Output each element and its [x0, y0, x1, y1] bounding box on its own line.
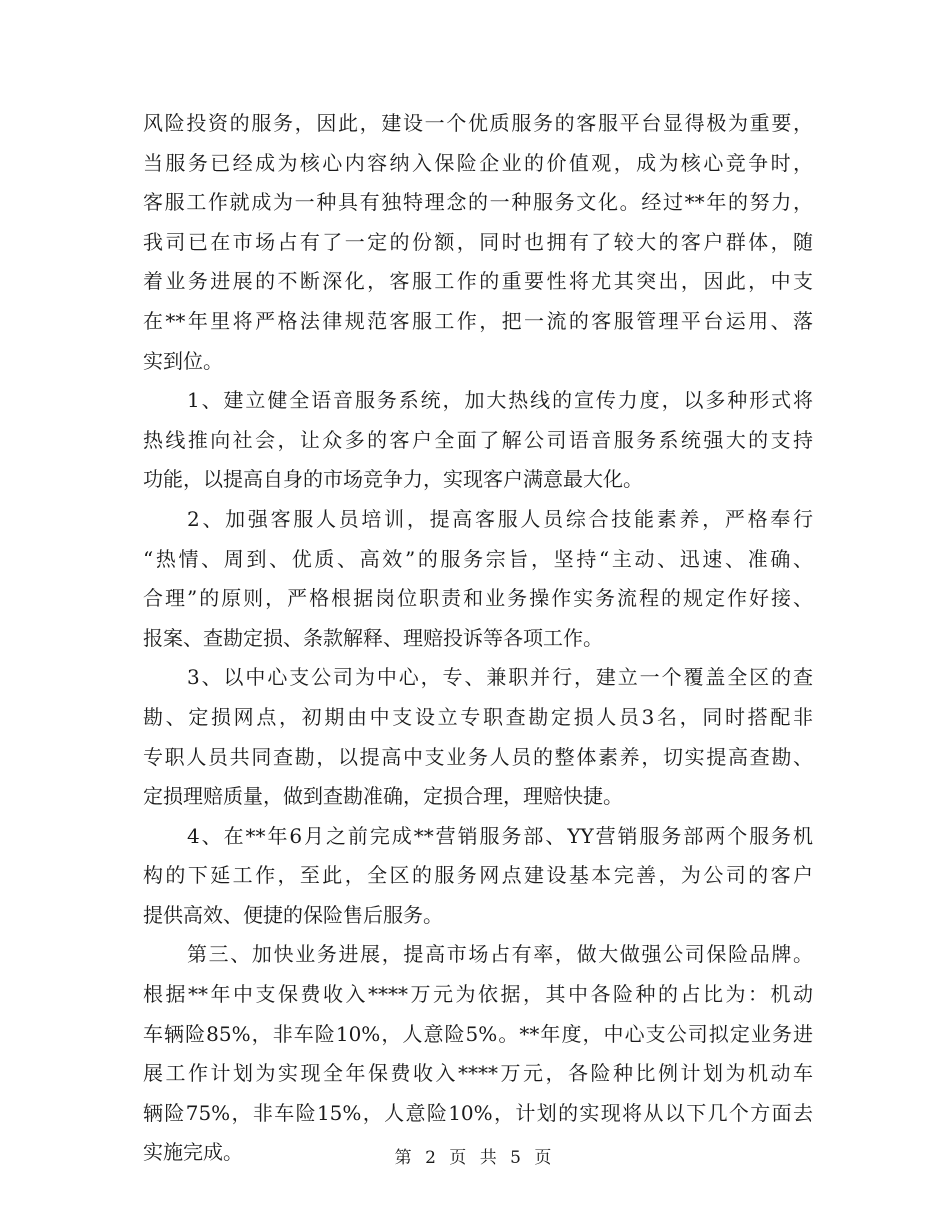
- paragraph: [143, 381, 813, 500]
- document-body: [143, 104, 813, 1173]
- text-line: 1、建立健全语音服务系统，加大热线的宣传力度，以多种形式将: [187, 388, 813, 413]
- text-line: 实施完成。: [143, 1140, 243, 1165]
- text-line: 热线推向社会，让众多的客户全面了解公司语音服务系统强大的支持: [143, 427, 813, 452]
- text-line: 定损理赔质量，做到查勘准确，定损合理，理赔快捷。: [143, 784, 623, 809]
- text-line: 实到位。: [143, 348, 223, 373]
- paragraph: [143, 658, 813, 816]
- text-line: 着业务进展的不断深化，客服工作的重要性将尤其突出，因此，中支: [143, 269, 813, 294]
- paragraph: [143, 817, 813, 936]
- text-line: 2、加强客服人员培训，提高客服人员综合技能素养，严格奉行: [187, 506, 813, 531]
- text-line: 合理”的原则，严格根据岗位职责和业务操作实务流程的规定作好接、: [143, 586, 813, 611]
- text-line: 风险投资的服务，因此，建设一个优质服务的客服平台显得极为重要，: [143, 111, 813, 135]
- text-line: 勘、定损网点，初期由中支设立专职查勘定损人员3名，同时搭配非: [143, 704, 813, 729]
- paragraph: [143, 935, 813, 1173]
- text-line: “热情、周到、优质、高效”的服务宗旨，坚持“主动、迅速、准确、: [143, 546, 813, 571]
- text-line: 第三、加快业务进展，提高市场占有率，做大做强公司保险品牌。: [187, 942, 813, 967]
- text-line: 当服务已经成为核心内容纳入保险企业的价值观，成为核心竞争时，: [143, 150, 813, 175]
- text-line: 提供高效、便捷的保险售后服务。: [143, 902, 443, 927]
- text-line: 构的下延工作，至此，全区的服务网点建设基本完善，为公司的客户: [143, 863, 813, 888]
- text-line: 根据**年中支保费收入****万元为依据，其中各险种的占比为：机动: [143, 982, 813, 1007]
- paragraph: [143, 104, 813, 381]
- paragraph: [143, 500, 813, 658]
- text-line: 功能，以提高自身的市场竞争力，实现客户满意最大化。: [143, 467, 643, 492]
- text-line: 专职人员共同查勘，以提高中支业务人员的整体素养，切实提高查勘、: [143, 744, 813, 769]
- text-line: 辆险75%，非车险15%，人意险10%，计划的实现将从以下几个方面去: [143, 1100, 813, 1125]
- page-footer: 第 2 页 共 5 页: [394, 1148, 556, 1168]
- text-line: 报案、查勘定损、条款解释、理赔投诉等各项工作。: [143, 625, 603, 650]
- text-line: 客服工作就成为一种具有独特理念的一种服务文化。经过**年的努力，: [143, 190, 813, 215]
- text-line: 展工作计划为实现全年保费收入****万元，各险种比例计划为机动车: [143, 1061, 813, 1086]
- text-line: 在**年里将严格法律规范客服工作，把一流的客服管理平台运用、落: [143, 308, 813, 333]
- text-line: 车辆险85%，非车险10%，人意险5%。**年度，中心支公司拟定业务进: [143, 1021, 813, 1046]
- text-line: 4、在**年6月之前完成**营销服务部、YY营销服务部两个服务机: [187, 823, 813, 848]
- text-line: 3、以中心支公司为中心，专、兼职并行，建立一个覆盖全区的查: [187, 665, 813, 690]
- text-line: 我司已在市场占有了一定的份额，同时也拥有了较大的客户群体，随: [143, 229, 813, 254]
